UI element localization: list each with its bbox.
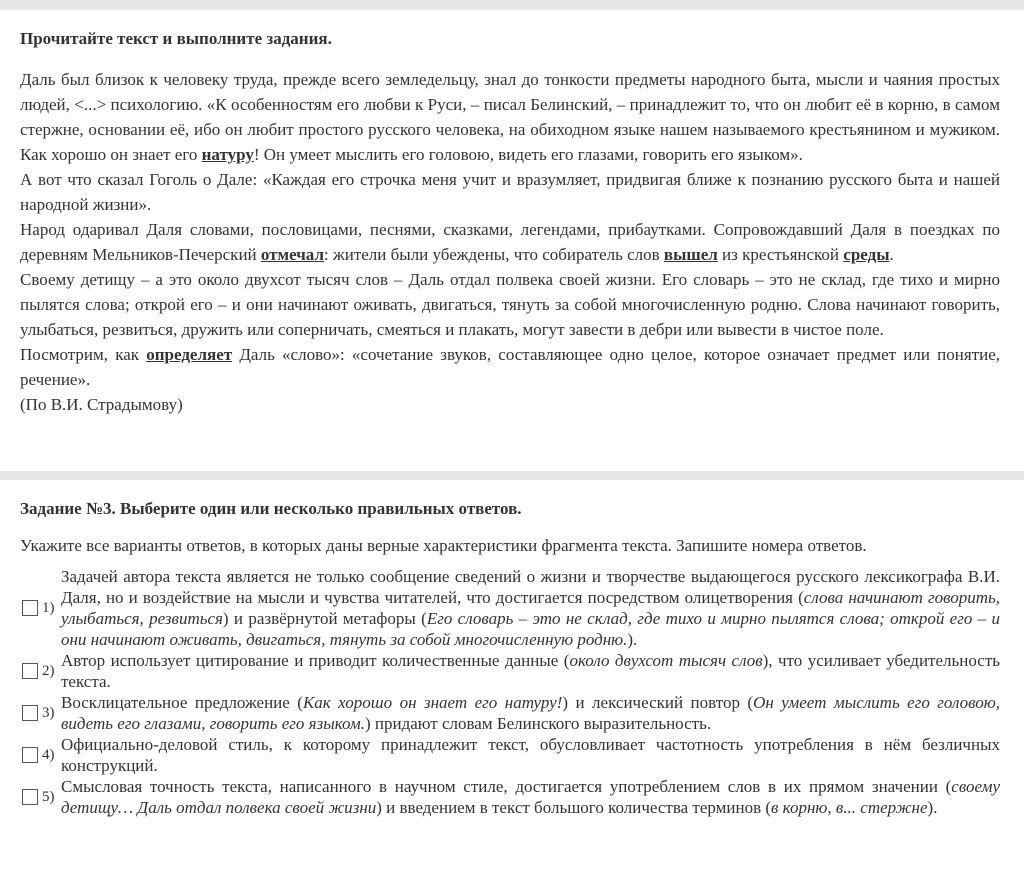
option-number: 3) — [42, 704, 55, 721]
paragraph-3 — [20, 217, 1000, 267]
text-fragment: Автор использует цитирование и приводит количественные данные ( — [61, 651, 570, 670]
text-fragment: ). — [627, 630, 638, 649]
text-fragment: Задачей автора текста является не только сообщение сведений о жизни и творчестве выдающегося русского лексикографа В.И. Даля, но и воздействие на мысли и чувства читателей, что достигается посредством олицетворения ( — [61, 567, 1000, 607]
panel-divider — [0, 471, 1024, 480]
answer-option-2[interactable] — [20, 650, 1000, 692]
option-marker — [20, 747, 61, 764]
highlighted-word: натуру — [201, 145, 254, 164]
answer-option-1[interactable] — [20, 566, 1000, 650]
option-number: 2) — [42, 662, 55, 679]
reading-panel — [0, 10, 1024, 471]
italic-quote: слова начинают говорить, улыбаться, резвиться — [61, 588, 1001, 628]
checkbox[interactable] — [22, 747, 38, 763]
italic-quote: в... стержне — [835, 798, 928, 817]
answer-option-3[interactable] — [20, 692, 1000, 734]
option-marker — [20, 663, 61, 680]
checkbox[interactable] — [22, 789, 38, 805]
text-fragment: ), что усиливает убедительность текста. — [61, 651, 1000, 691]
text-fragment: . — [889, 245, 894, 264]
italic-quote: в корню — [771, 798, 828, 817]
answer-option-5[interactable] — [20, 776, 1000, 818]
paragraph-5 — [20, 342, 1000, 392]
text-fragment: ! Он умеет мыслить его головою, видеть его глазами, говорить его языком». — [253, 145, 803, 164]
option-text — [61, 776, 1000, 818]
paragraph-1 — [20, 67, 1000, 167]
checkbox[interactable] — [22, 600, 38, 616]
text-fragment: Народ одаривал Даля словами, пословицами, песнями, сказками, легендами, прибаутками. Сопровождавший Даля в поездках по деревням Мельников-Печерский — [20, 220, 1000, 264]
text-fragment: Посмотрим, как — [20, 345, 147, 364]
reading-text — [20, 67, 1000, 417]
task-instruction: Укажите все варианты ответов, в которых даны верные характеристики фрагмента текста. Запишите номера ответов. — [20, 536, 867, 555]
italic-quote: Он умеет мыслить его головою, видеть его глазами, говорить его языком. — [61, 693, 1001, 733]
top-divider — [0, 0, 1024, 10]
highlighted-word: определяет — [146, 345, 233, 364]
option-marker — [20, 705, 61, 722]
text-fragment: ) придают словам Белинского выразительность. — [365, 714, 712, 733]
option-number: 1) — [42, 599, 55, 616]
task-title: Задание №3. Выберите один или несколько правильных ответов. — [20, 499, 522, 518]
option-text — [61, 692, 1000, 734]
task-panel — [0, 480, 1024, 818]
answer-option-4[interactable] — [20, 734, 1000, 776]
reading-heading: Прочитайте текст и выполните задания. — [20, 29, 332, 48]
option-text — [61, 734, 1000, 776]
text-fragment: Смысловая точность текста, написанного в научном стиле, достигается употреблением слов в их прямом значении ( — [61, 777, 952, 796]
italic-quote: около двухсот тысяч слов — [569, 651, 763, 670]
paragraph-2: А вот что сказал Гоголь о Дале: «Каждая его строчка меня учит и вразумляет, придвигая ближе к познанию русского быта и нашей народной жизни». — [20, 170, 1000, 214]
italic-quote: Как хорошо он знает его натуру! — [302, 693, 563, 712]
option-marker — [20, 789, 61, 806]
highlighted-word: отмечал — [260, 245, 324, 264]
text-fragment: ) и лексический повтор ( — [562, 693, 754, 712]
paragraph-4: Своему детищу – а это около двухсот тысяч слов – Даль отдал полвека своей жизни. Его словарь – это не склад, где тихо и мирно пылятся слова; открой его – и они начинают оживать, двигаться, тянуть за собой многочисленную родню. Слова начинают говорить, улыбаться, резвиться, дружить или соперничать, смеяться и плакать, могут завести в дебри или вывести в чистое поле. — [20, 270, 1000, 339]
highlighted-word: вышел — [663, 245, 718, 264]
option-text — [61, 650, 1000, 692]
text-fragment: : жители были убеждены, что собиратель слов — [324, 245, 664, 264]
checkbox[interactable] — [22, 663, 38, 679]
source-attribution: (По В.И. Страдымову) — [20, 395, 183, 414]
italic-quote: своему детищу… Даль отдал полвека своей жизни — [61, 777, 1000, 817]
text-fragment: Даль был близок к человеку труда, прежде всего земледельцу, знал до тонкости предметы народного быта, мысли и чаяния простых людей, <...> психологию. «К особенностям его любви к Руси, – писал Белинский, – принадлежит то, что он любит её в корню, в самом стержне, основании её, ибо он любит простого русского человека, на обиходном языке нашем называемого крестьянином и мужиком. Как хорошо он знает его — [20, 70, 1000, 164]
text-fragment: из крестьянской — [717, 245, 844, 264]
option-marker — [20, 600, 61, 617]
checkbox[interactable] — [22, 705, 38, 721]
text-fragment: Даль «слово»: «сочетание звуков, составляющее одно целое, которое означает предмет или понятие, речение». — [20, 345, 1000, 389]
option-number: 4) — [42, 746, 55, 763]
text-fragment: ) и введением в текст большого количества терминов ( — [376, 798, 772, 817]
italic-quote: Его словарь – это не склад, где тихо и мирно пылятся слова; открой его – и они начинают оживать, двигаться, тянуть за собой многочисленную родню. — [61, 609, 1001, 649]
text-fragment: , — [827, 798, 836, 817]
text-fragment: ). — [927, 798, 938, 817]
option-text — [61, 566, 1000, 650]
highlighted-word: среды — [843, 245, 890, 264]
text-fragment: Восклицательное предложение ( — [61, 693, 303, 712]
text-fragment: Официально-деловой стиль, к которому принадлежит текст, обусловливает частотность употребления в нём безличных конструкций. — [61, 735, 1000, 775]
option-number: 5) — [42, 788, 55, 805]
text-fragment: ) и развёрнутой метафоры ( — [222, 609, 427, 628]
